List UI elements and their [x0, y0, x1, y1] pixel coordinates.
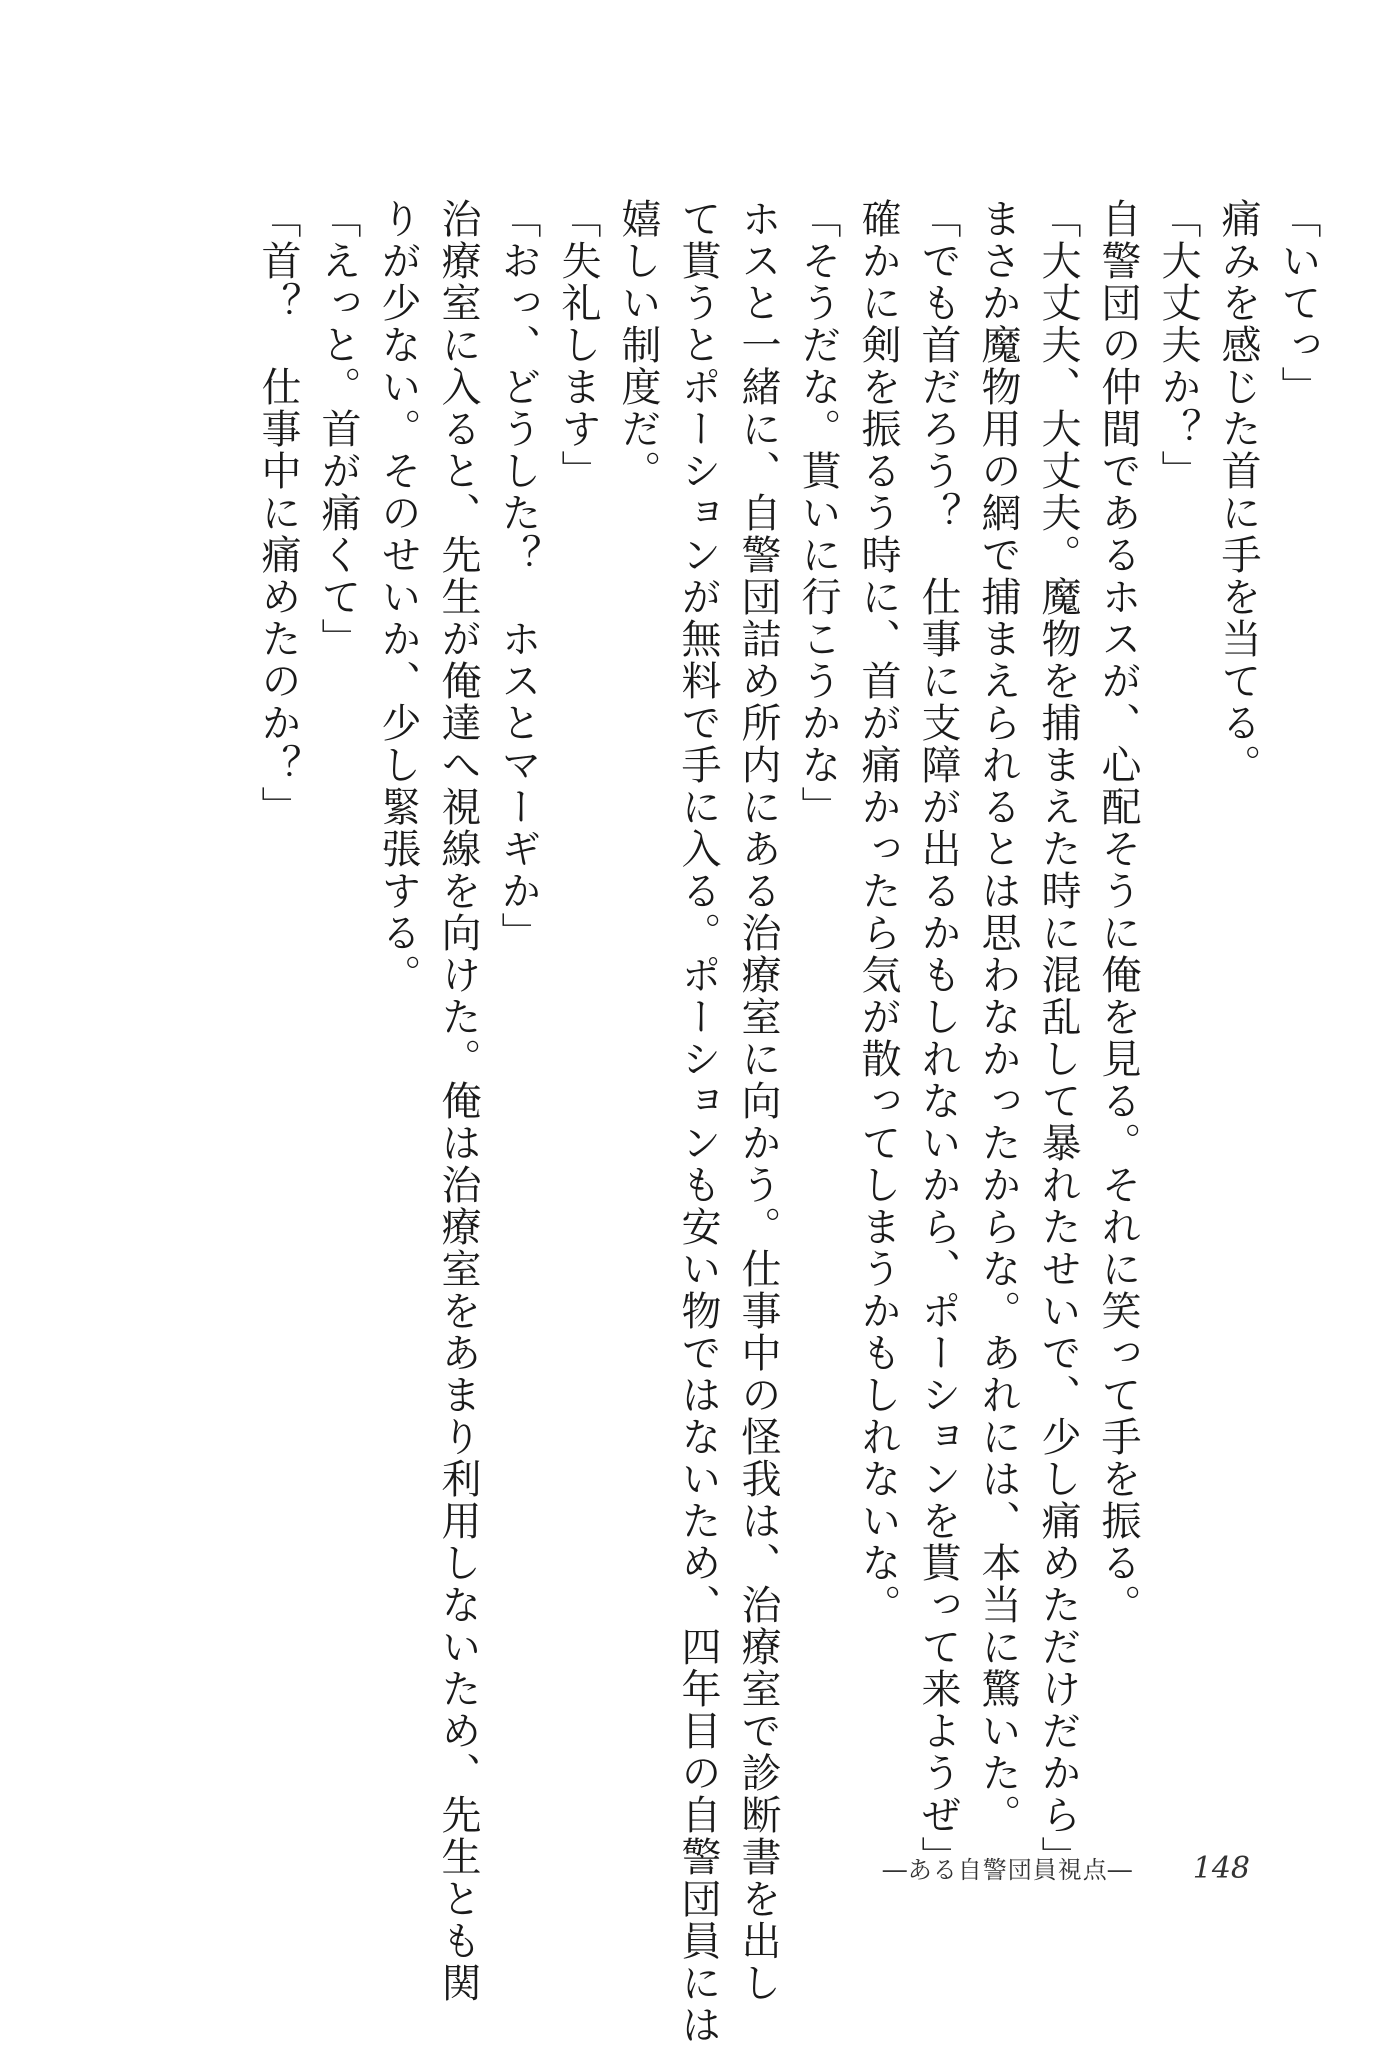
text-line: 「大丈夫か？」	[1155, 198, 1201, 492]
text-line: 「おっ、どうした？ ホスとマーギか」	[495, 198, 541, 954]
text-line: 「失礼します」	[555, 198, 601, 492]
text-line: 「えっと。首が痛くて」	[315, 198, 361, 660]
text-line: りが少ない。そのせいか、少し緊張する。	[375, 198, 421, 996]
text-line: ホスと一緒に、自警団詰め所内にある治療室に向かう。仕事中の怪我は、治療室で診断書を出し	[735, 198, 781, 2004]
text-line: まさか魔物用の網で捕まえられるとは思わなかったからな。あれには、本当に驚いた。	[975, 198, 1021, 1836]
page-footer	[883, 1850, 1250, 1886]
text-line: 「そうだな。貰いに行こうかな」	[795, 198, 841, 828]
text-line: 「首？ 仕事中に痛めたのか？」	[255, 198, 301, 828]
running-head: ―ある自警団員視点―	[882, 1856, 1133, 1884]
text-line: 確かに剣を振るう時に、首が痛かったら気が散ってしまうかもしれないな。	[855, 198, 901, 1626]
text-line: 「いてっ」	[1275, 198, 1321, 408]
text-line: 痛みを感じた首に手を当てる。	[1215, 198, 1261, 786]
text-line: 嬉しい制度だ。	[615, 198, 661, 492]
text-line: 「大丈夫、大丈夫。魔物を捕まえた時に混乱して暴れたせいで、少し痛めただけだから」	[1035, 198, 1081, 1878]
text-line: 「でも首だろう？ 仕事に支障が出るかもしれないから、ポーションを貰って来ようぜ」	[915, 198, 961, 1878]
page-number: 148	[1192, 1851, 1250, 1886]
text-line: て貰うとポーションが無料で手に入る。ポーションも安い物ではないため、四年目の自警団員には	[675, 198, 721, 2046]
text-line: 自警団の仲間であるホスが、心配そうに俺を見る。それに笑って手を振る。	[1095, 198, 1141, 1626]
text-line: 治療室に入ると、先生が俺達へ視線を向けた。俺は治療室をあまり利用しないため、先生とも関	[435, 198, 481, 2004]
